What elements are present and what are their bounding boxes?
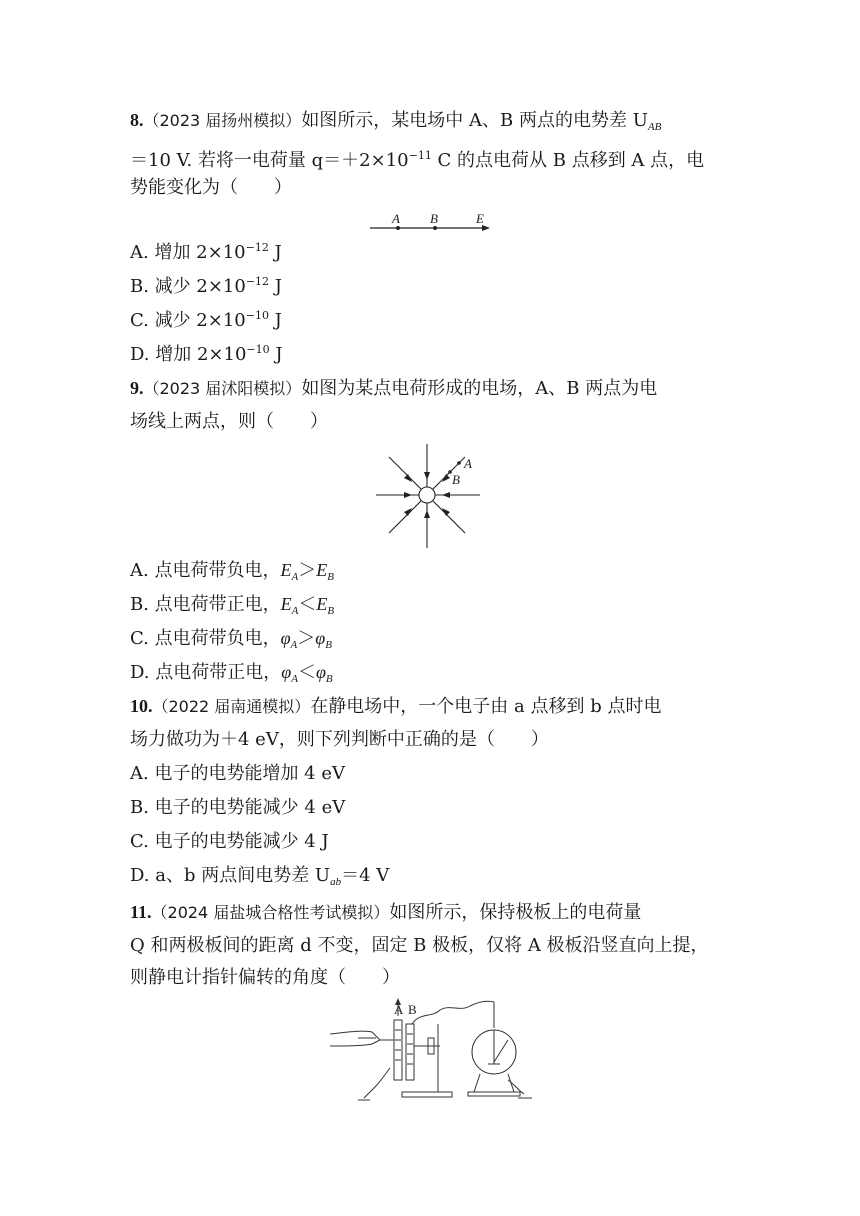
- q9-option-a[interactable]: A. 点电荷带负电，$E_A>E_B$: [130, 560, 334, 583]
- q8-label-a: A: [392, 211, 400, 226]
- q9-option-c[interactable]: C. 点电荷带负电，$\varphi_A>\varphi_B$: [130, 628, 332, 651]
- q9-option-d[interactable]: D. 点电荷带正电，$\varphi_A<\varphi_B$: [130, 662, 333, 685]
- q10-option-d[interactable]: D. a、b 两点间电势差 $U_{ab}=4$ V: [130, 865, 390, 888]
- q10-number: 10.: [130, 696, 153, 716]
- q10-option-a[interactable]: A. 电子的电势能增加 4 eV: [130, 763, 345, 784]
- q8-source: （2023 届扬州模拟）: [143, 111, 302, 130]
- q11-source: （2024 届盐城合格性考试模拟）: [151, 903, 390, 922]
- q10-option-c[interactable]: C. 电子的电势能减少 4 J: [130, 831, 329, 852]
- q8-option-b[interactable]: B. 减少 $2\times 10^{-12}$ J: [130, 275, 282, 297]
- q8-label-e: E: [476, 211, 484, 226]
- q8-option-a[interactable]: A. 增加 $2\times 10^{-12}$ J: [130, 241, 282, 263]
- q11-line-3: 则静电计指针偏转的角度（ ）: [130, 967, 400, 988]
- q9-line-2: 场线上两点，则（ ）: [130, 411, 328, 432]
- q9-option-b[interactable]: B. 点电荷带正电，$E_A<E_B$: [130, 594, 335, 617]
- q8-text-1: 如图所示，某电场中 A、B 两点的电势差 U: [301, 110, 648, 131]
- q11-line-1: 11.（2024 届盐城合格性考试模拟）如图所示，保持极板上的电荷量: [130, 902, 642, 923]
- q9-label-a: A: [464, 456, 472, 471]
- q8-field-figure: [368, 210, 494, 236]
- q11-line-2: Q 和两极板间的距离 d 不变，固定 B 极板，仅将 A 极板沿竖直向上提，: [130, 935, 709, 956]
- q9-field-figure: [374, 444, 482, 548]
- q10-line-1: 10.（2022 届南通模拟）在静电场中，一个电子由 a 点移到 b 点时电: [130, 696, 662, 717]
- q11-capacitor-figure: [328, 994, 534, 1102]
- q9-number: 9.: [130, 378, 144, 398]
- q11-label-b: B: [408, 1002, 417, 1017]
- q8-number: 8.: [130, 110, 144, 130]
- q10-option-b[interactable]: B. 电子的电势能减少 4 eV: [130, 797, 346, 818]
- q8-option-c[interactable]: C. 减少 $2\times 10^{-10}$ J: [130, 309, 282, 331]
- q8-line-2: ＝10 V. 若将一电荷量 $q=+2\times 10^{-11}$ C 的点电荷从 B 点移到 A 点，电: [130, 149, 705, 171]
- q11-number: 11.: [130, 902, 152, 922]
- q10-source: （2022 届南通模拟）: [152, 697, 311, 716]
- q9-line-1: 9.（2023 届沭阳模拟）如图为某点电荷形成的电场，A、B 两点为电: [130, 378, 658, 399]
- q8-line-1: 8.（2023 届扬州模拟）如图所示，某电场中 A、B 两点的电势差 $U_{AB}$: [130, 110, 662, 133]
- q11-label-a: A: [394, 1002, 404, 1017]
- q10-line-2: 场力做功为＋4 eV，则下列判断中正确的是（ ）: [130, 729, 549, 750]
- q9-source: （2023 届沭阳模拟）: [143, 379, 302, 398]
- q8-label-b: B: [430, 211, 438, 226]
- q8-line-3: 势能变化为（ ）: [130, 177, 292, 198]
- q8-option-d[interactable]: D. 增加 $2\times 10^{-10}$ J: [130, 343, 283, 365]
- q9-label-b: B: [452, 472, 460, 487]
